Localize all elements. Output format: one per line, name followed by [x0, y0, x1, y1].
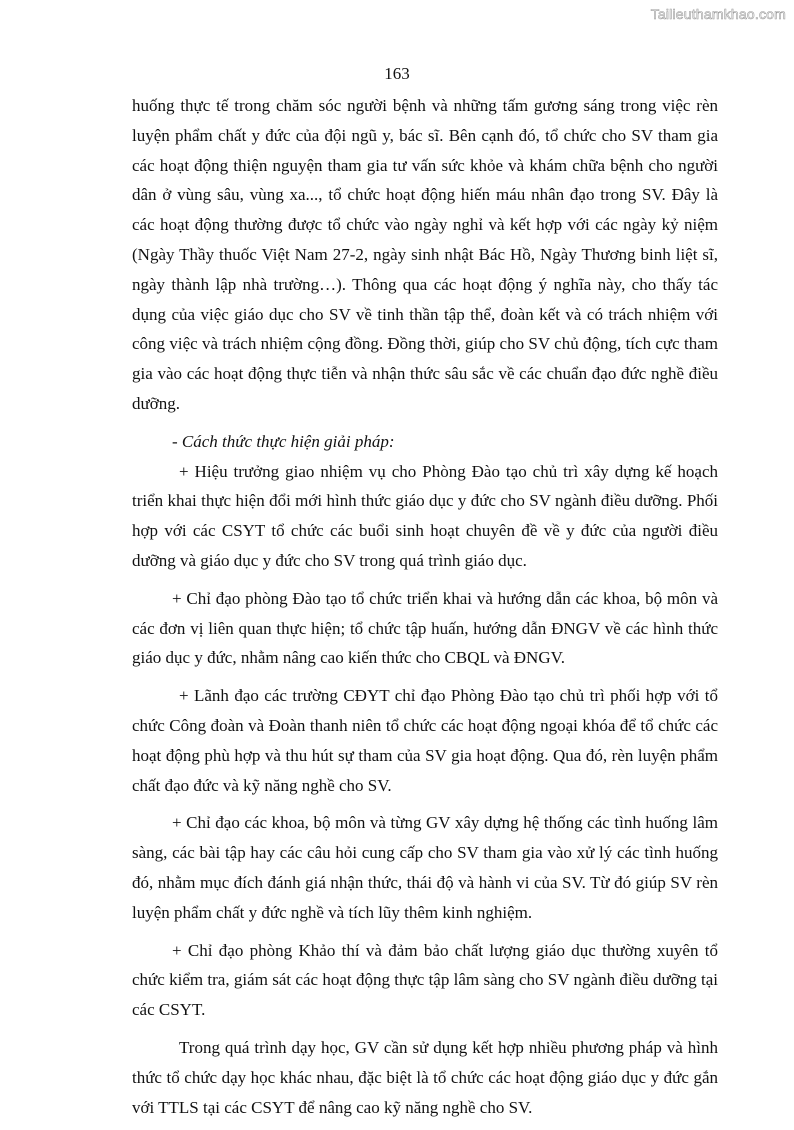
paragraph-item-3: + Lãnh đạo các trường CĐYT chỉ đạo Phòng Đào tạo chủ trì phối hợp với tổ chức Công đoàn và Đoàn thanh niên tổ chức các hoạt động ngoại khóa để tổ chức các hoạt động phù hợp và thu hút sự tham của SV gia hoạt động. Qua đó, rèn luyện phẩm chất đạo đức và kỹ năng nghề cho SV.: [132, 686, 718, 795]
paragraph-conclusion: Trong quá trình dạy học, GV cần sử dụng kết hợp nhiều phương pháp và hình thức tổ chức dạy học khác nhau, đặc biệt là tổ chức các hoạt động giáo dục y đức gắn với TTLS tại các CSYT để nâng cao kỹ năng nghề cho SV.: [132, 1037, 718, 1117]
page-number: 163: [384, 64, 410, 83]
paragraph-item-2: + Chỉ đạo phòng Đào tạo tổ chức triển khai và hướng dẫn các khoa, bộ môn và các đơn vị liên quan thực hiện; tổ chức tập huấn, hướng dẫn ĐNGV về các hình thức giáo dục y đức, nhằm nâng cao kiến thức cho CBQL và ĐNGV.: [132, 588, 718, 668]
section-heading-method: - Cách thức thực hiện giải pháp:: [172, 431, 395, 451]
paragraph-item-4: + Chỉ đạo các khoa, bộ môn và từng GV xây dựng hệ thống các tình huống lâm sàng, các bài tập hay các câu hỏi cung cấp cho SV tham gia vào xử lý các tình huống đó, nhằm mục đích đánh giá nhận thức, thái độ và hành vi của SV. Từ đó giúp SV rèn luyện phẩm chất y đức nghề và tích lũy thêm kinh nghiệm.: [132, 813, 718, 922]
paragraph-item-1: + Hiệu trưởng giao nhiệm vụ cho Phòng Đào tạo chủ trì xây dựng kế hoạch triển khai thực hiện đổi mới hình thức giáo dục y đức cho SV ngành điều dưỡng. Phối hợp với các CSYT tổ chức các buổi sinh hoạt chuyên đề về y đức của người điều dưỡng và giáo dục y đức cho SV trong quá trình giáo dục.: [132, 461, 718, 570]
watermark: Tailieuthamkhao.com: [650, 6, 786, 22]
paragraph-item-5: + Chỉ đạo phòng Khảo thí và đảm bảo chất lượng giáo dục thường xuyên tổ chức kiểm tra, giám sát các hoạt động thực tập lâm sàng cho SV ngành điều dưỡng tại các CSYT.: [132, 940, 718, 1020]
paragraph-continuation: huống thực tế trong chăm sóc người bệnh và những tấm gương sáng trong việc rèn luyện phẩm chất y đức của đội ngũ y, bác sĩ. Bên cạnh đó, tổ chức cho SV tham gia các hoạt động thiện nguyện tham gia tư vấn sức khỏe và khám chữa bệnh cho người dân ở vùng sâu, vùng xa..., tổ chức hoạt động hiến máu nhân đạo trong SV. Đây là các hoạt động thường được tổ chức vào ngày nghỉ và kết hợp với các ngày kỷ niệm (Ngày Thầy thuốc Việt Nam 27-2, ngày sinh nhật Bác Hồ, Ngày Thương binh liệt sĩ, ngày thành lập nhà trường…). Thông qua các hoạt động ý nghĩa này, cho thấy tác dụng của việc giáo dục cho SV về tinh thần tập thể, đoàn kết và có trách nhiệm với công việc và trách nhiệm cộng đồng. Đồng thời, giúp cho SV chủ động, tích cực tham gia vào các hoạt động thực tiễn và nhận thức sâu sắc về các chuẩn đạo đức nghề điều dưỡng.: [132, 96, 718, 413]
document-body: [132, 91, 718, 1130]
